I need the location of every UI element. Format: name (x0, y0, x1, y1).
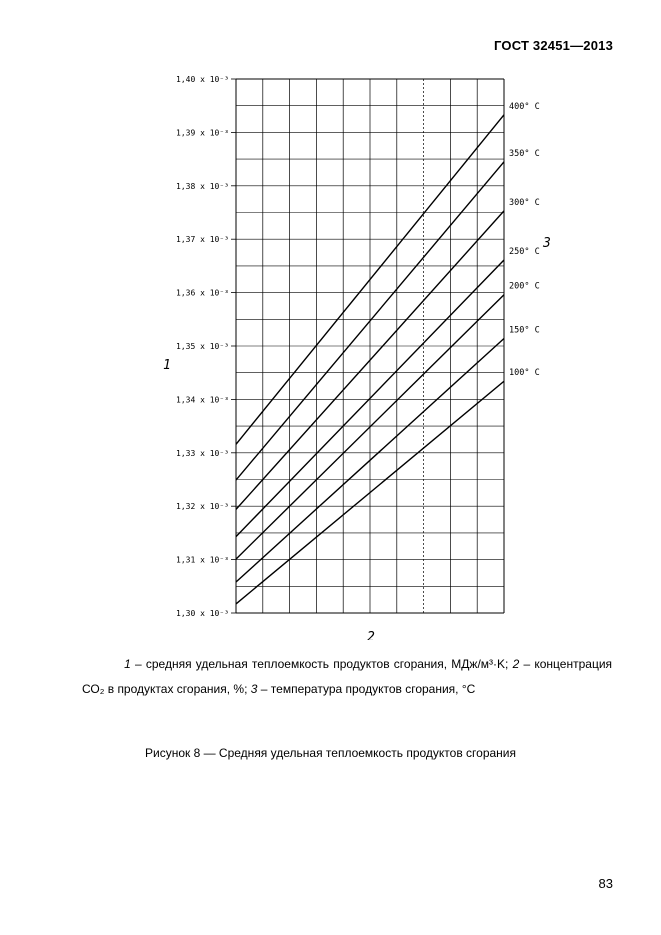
series-label: 250° C (509, 247, 540, 258)
y-tick-label: 1,31 x 10⁻³ (176, 555, 229, 565)
legend-text-1: – средняя удельная теплоемкость продуктов сгорания, МДж/м³·K; (130, 657, 509, 671)
legend-number-2: 2 (512, 657, 520, 671)
series-group-number: 3 (543, 236, 551, 251)
legend-number-1: 1 (124, 657, 131, 671)
x-axis-number: 2 (367, 630, 375, 640)
y-tick-label: 1,36 x 10⁻³ (176, 288, 229, 298)
document-code: ГОСТ 32451—2013 (494, 38, 613, 53)
y-tick-label: 1,38 x 10⁻³ (176, 181, 229, 191)
chart-grid (236, 79, 504, 613)
y-tick-label: 1,35 x 10⁻³ (176, 342, 229, 351)
y-axis-number: 1 (163, 358, 171, 373)
series-label: 100° C (509, 368, 540, 379)
y-tick-label: 1,37 x 10⁻³ (176, 235, 229, 245)
series-label: 200° C (509, 281, 540, 292)
legend-text-3: – температура продуктов сгорания, °С (257, 682, 476, 696)
y-axis-ticks (176, 75, 236, 618)
y-tick-label: 1,30 x 10⁻³ (176, 609, 229, 618)
series-label: 400° C (509, 101, 540, 112)
series-labels (509, 102, 540, 378)
figure-legend (82, 652, 612, 702)
series-label: 350° C (509, 148, 540, 159)
series-label: 150° C (509, 325, 540, 336)
y-tick-label: 1,33 x 10⁻³ (176, 448, 229, 458)
y-tick-label: 1,40 x 10⁻³ (176, 75, 229, 84)
y-tick-label: 1,34 x 10⁻³ (176, 395, 229, 405)
y-tick-label: 1,32 x 10⁻³ (176, 502, 229, 512)
legend-number-3: 3 (250, 682, 258, 696)
page-number: 83 (598, 876, 613, 891)
figure-caption: Рисунок 8 — Средняя удельная теплоемкость продуктов сгорания (145, 746, 516, 760)
legend-text-2: – концентрация СО₂ в продуктах сгорания, %; (82, 657, 613, 696)
y-tick-label: 1,39 x 10⁻³ (176, 128, 229, 138)
series-label: 300° C (509, 197, 540, 208)
